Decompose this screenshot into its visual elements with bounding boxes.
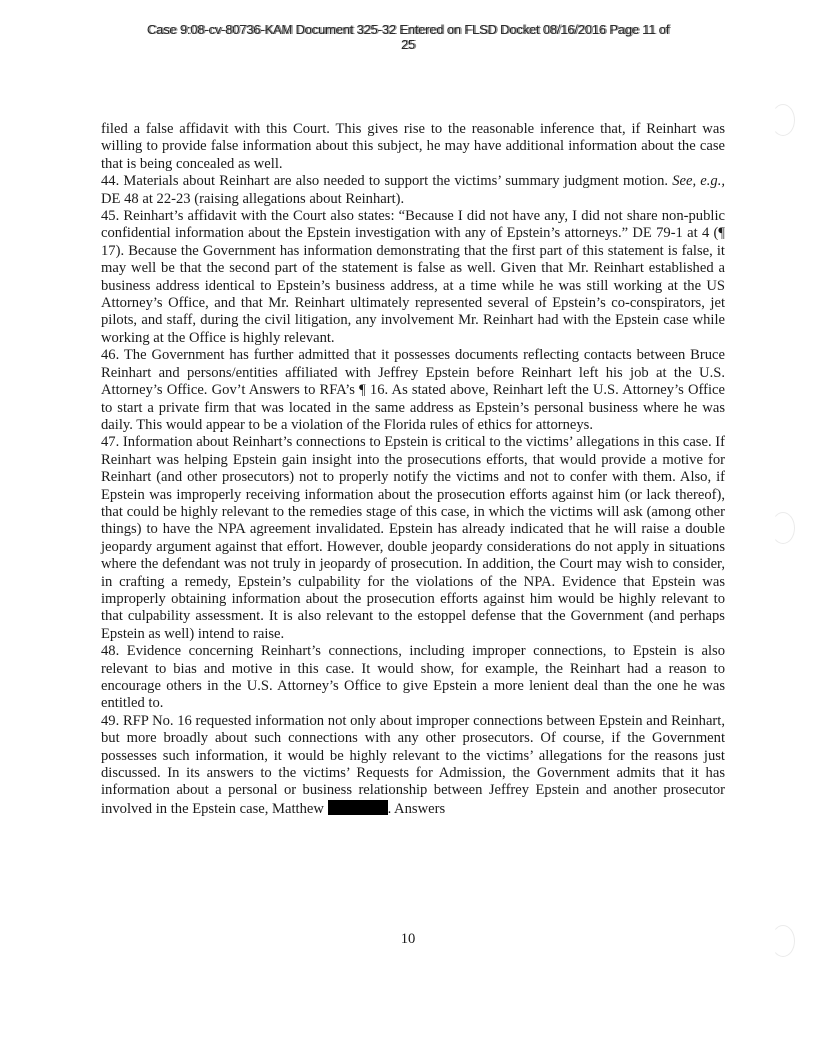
paragraph-44-text: 44. Materials about Reinhart are also needed to support the victims’ summary judgment motion.: [101, 173, 673, 190]
paragraph-44: [101, 173, 725, 208]
redaction-bar: [328, 800, 388, 815]
paragraph-49-tail: . Answers: [387, 800, 446, 817]
document-body: [101, 121, 725, 818]
scan-hole-punch-top: [771, 104, 795, 136]
paragraph-49-text: 49. RFP No. 16 requested information not only about improper connections between Epstein and Reinhart, but more broadly about such connections with any other prosecutors. Of course, if the Government possesses such information, it would be highly relevant to the victims’ allegations for the reasons just discussed. In its answers to the victims’ Requests for Admission, the Government admits that it has information about a personal or business relationship between Jeffrey Epstein and another prosecutor involved in the Epstein case, Matthew: [101, 712, 725, 817]
paragraph-44-citation: DE 48 at 22-23 (raising allegations about Reinhart).: [101, 190, 405, 207]
paragraph-48: 48. Evidence concerning Reinhart’s connections, including improper connections, to Epstein is also relevant to bias and motive in this case. It would show, for example, the Reinhart had a reason to encourage others in the U.S. Attorney’s Office to give Epstein a more lenient deal than the one he was entitled to.: [101, 643, 725, 712]
page-number: 10: [400, 931, 416, 947]
paragraph-49: [101, 713, 725, 818]
paragraph-46: 46. The Government has further admitted that it possesses documents reflecting contacts between Bruce Reinhart and persons/entities affiliated with Jeffrey Epstein before Reinhart left his job at the U.S. Attorney’s Office. Gov’t Answers to RFA’s ¶ 16. As stated above, Reinhart left the U.S. Attorney’s Office to start a private firm that was located in the same address as Epstein’s personal business where he was daily. This would appear to be a violation of the Florida rules of ethics for attorneys.: [101, 347, 725, 433]
scan-hole-punch-middle: [771, 512, 795, 544]
court-filing-header: [0, 22, 816, 52]
header-line-2: 25: [400, 37, 416, 52]
paragraph-44-citation-signal: See, e.g.,: [672, 173, 725, 190]
scan-hole-punch-bottom: [771, 925, 795, 957]
paragraph-continuation: filed a false affidavit with this Court. This gives rise to the reasonable inference that, if Reinhart was willing to provide false information about this subject, he may have additional information about the case that is being concealed as well.: [101, 121, 725, 172]
paragraph-45: 45. Reinhart’s affidavit with the Court also states: “Because I did not have any, I did not share non-public confidential information about the Epstein investigation with any of Epstein’s attorneys.” DE 79-1 at 4 (¶ 17). Because the Government has information demonstrating that the first part of this statement is false, it may well be that the second part of the statement is false as well. Given that Mr. Reinhart established a business address identical to Epstein’s business address, at a time while he was still working at the US Attorney’s Office, and that Mr. Reinhart ultimately represented several of Epstein’s co-conspirators, jet pilots, and staff, during the civil litigation, any involvement Mr. Reinhart had with the Epstein case while working at the Office is highly relevant.: [101, 208, 725, 346]
header-line-1: Case 9:08-cv-80736-KAM Document 325-32 Entered on FLSD Docket 08/16/2016 Page 11 of: [146, 22, 670, 37]
paragraph-47: 47. Information about Reinhart’s connections to Epstein is critical to the victims’ allegations in this case. If Reinhart was helping Epstein gain insight into the prosecutions efforts, that would provide a motive for Reinhart (and other prosecutors) not to properly notify the victims and not to confer with them. Also, if Epstein was improperly receiving information about the prosecution efforts against him (or lack thereof), that could be highly relevant to the remedies stage of this case, in which the victims will ask (among other things) to have the NPA agreement invalidated. Epstein has already indicated that he will raise a double jeopardy argument against that effort. However, double jeopardy considerations do not apply in situations where the defendant was not truly in jeopardy of prosecution. In addition, the Court may wish to consider, in crafting a remedy, Epstein’s culpability for the violations of the NPA. Evidence that Epstein was improperly obtaining information about the prosecution efforts against him would be highly relevant to that culpability assessment. It is also relevant to the estoppel defense that the Government (and perhaps Epstein as well) intend to raise.: [101, 434, 725, 642]
